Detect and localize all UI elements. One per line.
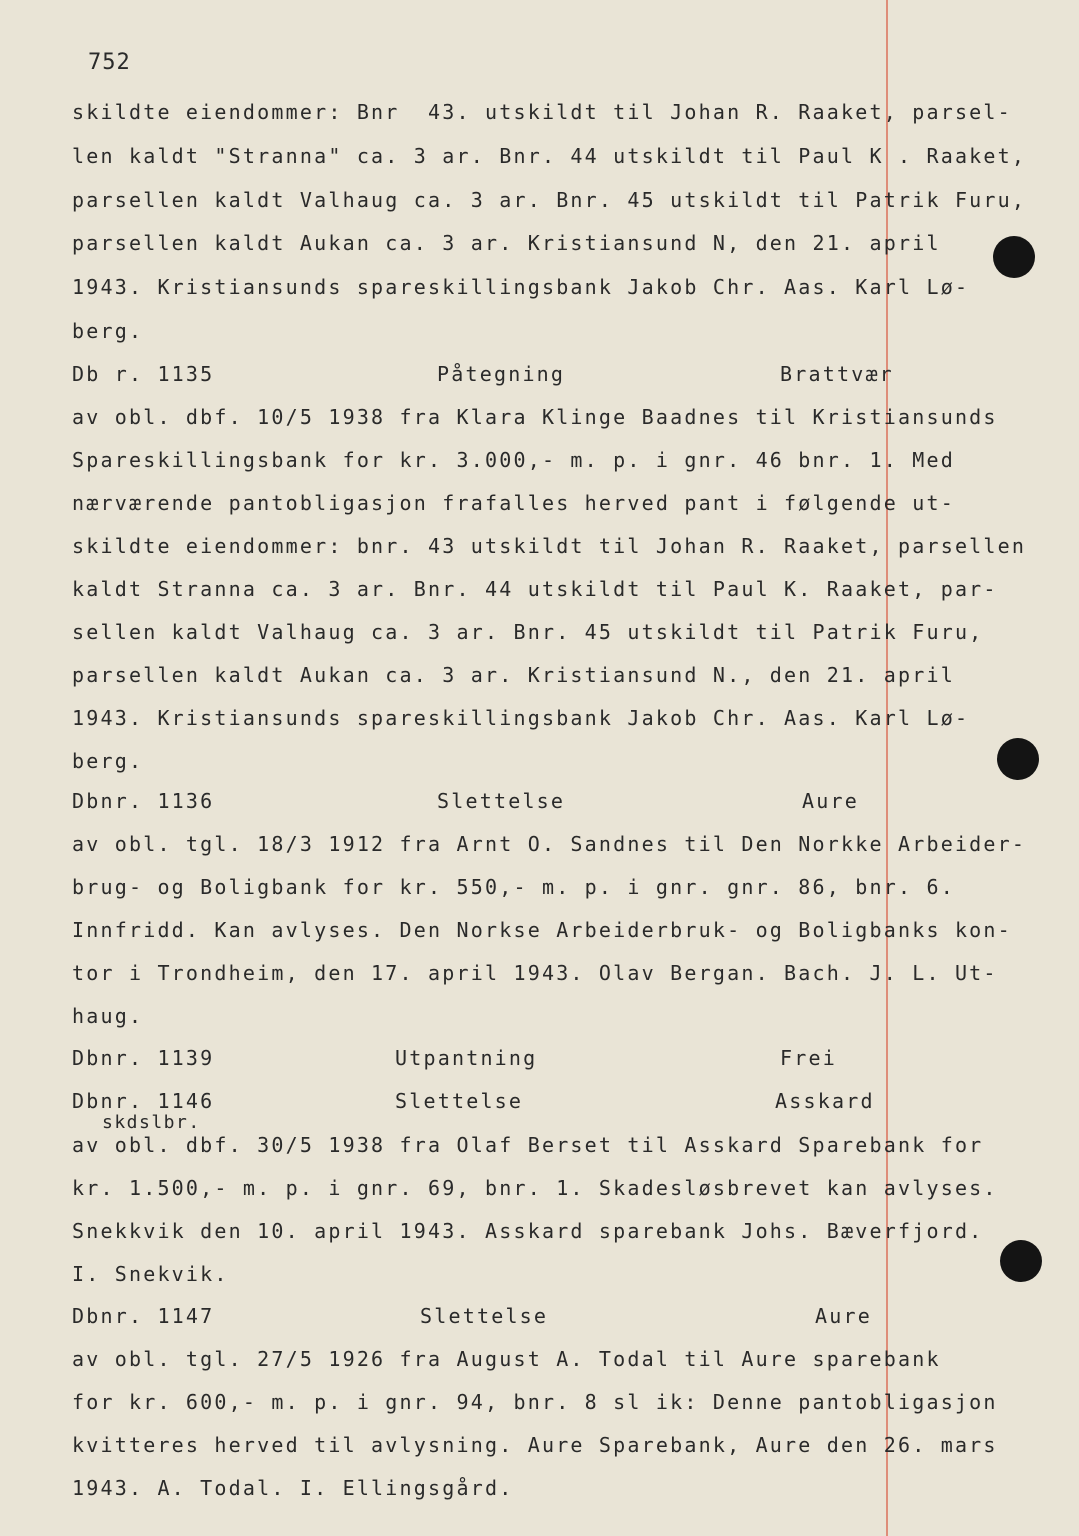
text-line: berg. [72, 749, 144, 773]
text-line: 1943. A. Todal. I. Ellingsgård. [72, 1476, 514, 1500]
text-line: 1943. Kristiansunds spareskillingsbank Jakob Chr. Aas. Karl Lø- [72, 706, 970, 730]
text-line: parsellen kaldt Valhaug ca. 3 ar. Bnr. 45 utskildt til Patrik Furu, [72, 188, 1027, 212]
text-line: av obl. dbf. 30/5 1938 fra Olaf Berset til Asskard Sparebank for [72, 1133, 984, 1157]
entry-place: Asskard [775, 1089, 875, 1113]
text-line: av obl. tgl. 27/5 1926 fra August A. Todal til Aure sparebank [72, 1347, 941, 1371]
punch-hole [1000, 1240, 1042, 1282]
text-line: berg. [72, 319, 144, 343]
text-line: av obl. dbf. 10/5 1938 fra Klara Klinge Baadnes til Kristiansunds [72, 405, 998, 429]
punch-hole [997, 738, 1039, 780]
text-line: av obl. tgl. 18/3 1912 fra Arnt O. Sandnes til Den Norkke Arbeider- [72, 832, 1027, 856]
text-line: skildte eiendommer: bnr. 43 utskildt til Johan R. Raaket, parsellen [72, 534, 1027, 558]
text-line: tor i Trondheim, den 17. april 1943. Olav Bergan. Bach. J. L. Ut- [72, 961, 998, 985]
text-line: kr. 1.500,- m. p. i gnr. 69, bnr. 1. Skadesløsbrevet kan avlyses. [72, 1176, 998, 1200]
text-line: brug- og Boligbank for kr. 550,- m. p. i gnr. gnr. 86, bnr. 6. [72, 875, 955, 899]
punch-hole [993, 236, 1035, 278]
entry-type: Slettelse [420, 1304, 549, 1328]
entry-type: Påtegning [437, 362, 566, 386]
entry-number: Dbnr. 1147 [72, 1304, 215, 1328]
text-line: Snekkvik den 10. april 1943. Asskard sparebank Johs. Bæverfjord. [72, 1219, 984, 1243]
entry-type: Slettelse [395, 1089, 524, 1113]
text-line: sellen kaldt Valhaug ca. 3 ar. Bnr. 45 utskildt til Patrik Furu, [72, 620, 984, 644]
entry-number: Db r. 1135 [72, 362, 215, 386]
entry-number: Dbnr. 1139 [72, 1046, 215, 1070]
text-line: for kr. 600,- m. p. i gnr. 94, bnr. 8 sl ik: Denne pantobligasjon [72, 1390, 998, 1414]
entry-number: Dbnr. 1136 [72, 789, 215, 813]
handwritten-insertion: skdslbr. [102, 1112, 201, 1133]
text-line: haug. [72, 1004, 144, 1028]
text-line: 1943. Kristiansunds spareskillingsbank Jakob Chr. Aas. Karl Lø- [72, 275, 970, 299]
text-line: Innfridd. Kan avlyses. Den Norkse Arbeiderbruk- og Boligbanks kon- [72, 918, 1012, 942]
page-number: 752 [88, 50, 131, 75]
text-line: kvitteres herved til avlysning. Aure Sparebank, Aure den 26. mars [72, 1433, 998, 1457]
text-line: parsellen kaldt Aukan ca. 3 ar. Kristiansund N., den 21. april [72, 663, 955, 687]
text-line: skildte eiendommer: Bnr 43. utskildt til Johan R. Raaket, parsel- [72, 100, 1012, 124]
text-line: Spareskillingsbank for kr. 3.000,- m. p. i gnr. 46 bnr. 1. Med [72, 448, 955, 472]
text-line: parsellen kaldt Aukan ca. 3 ar. Kristiansund N, den 21. april [72, 231, 941, 255]
entry-place: Frei [780, 1046, 837, 1070]
entry-type: Utpantning [395, 1046, 538, 1070]
entry-type: Slettelse [437, 789, 566, 813]
entry-place: Aure [802, 789, 859, 813]
text-line: I. Snekvik. [72, 1262, 229, 1286]
text-line: len kaldt "Stranna" ca. 3 ar. Bnr. 44 utskildt til Paul K . Raaket, [72, 144, 1027, 168]
entry-place: Aure [815, 1304, 872, 1328]
entry-place: Brattvær [780, 362, 894, 386]
text-line: kaldt Stranna ca. 3 ar. Bnr. 44 utskildt til Paul K. Raaket, par- [72, 577, 998, 601]
entry-number: Dbnr. 1146 [72, 1089, 215, 1113]
text-line: nærværende pantobligasjon frafalles herved pant i følgende ut- [72, 491, 955, 515]
